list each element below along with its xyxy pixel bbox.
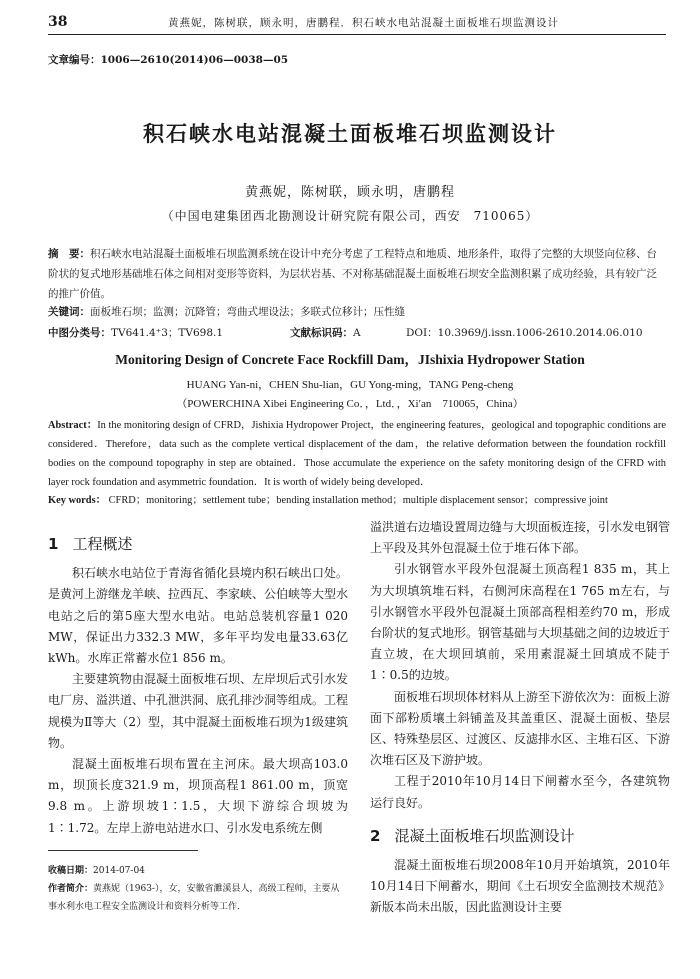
body-paragraph: 工程于2010年10月14日下闸蓄水至今，各建筑物运行良好。 (370, 774, 670, 810)
paper-title-cn: 积石峡水电站混凝土面板堆石坝监测设计 (143, 122, 557, 146)
abstract-en (48, 416, 666, 492)
abstract-cn-label: 摘 要： (48, 248, 90, 260)
affiliation-en: （POWERCHINA Xibei Engineering Co．，Ltd．，Xi′an 710065，China） (176, 398, 524, 410)
keywords-cn (48, 304, 666, 319)
section-2-number: 2 (370, 826, 381, 845)
paper-title-en: Monitoring Design of Concrete Face Rockfill Dam，JIshixia Hydropower Station (115, 352, 585, 367)
section-2-heading (370, 826, 670, 847)
continued-paragraph: 溢洪道右边墙设置周边缝与大坝面板连接，引水发电钢管上平段及其外包混凝土位于堆石体下部。 (370, 520, 671, 556)
clc-code (48, 325, 223, 340)
section-1-heading (48, 534, 348, 555)
author-bio-label: 作者简介： (48, 884, 94, 894)
keywords-en-text: CFRD；monitoring；settlement tube；bending installation method；multiple displacement sensor；compressive joint (108, 495, 608, 506)
running-header (48, 12, 666, 35)
affiliation-cn: （中国电建集团西北勘测设计研究院有限公司，西安 710065） (161, 209, 539, 223)
keywords-en-label: Key words： (48, 495, 107, 506)
doi: DOI：10.3969/j.issn.1006-2610.2014.06.010 (406, 327, 643, 339)
doc-label: 文献标识码： (290, 327, 353, 339)
received-value: 2014-07-04 (93, 866, 145, 876)
authors-cn: 黄燕妮，陈树联，顾永明，唐鹏程 (244, 185, 455, 200)
authors-en: HUANG Yan-ni，CHEN Shu-lian，GU Yong-ming，TANG Peng-cheng (186, 379, 514, 391)
keywords-cn-text: 面板堆石坝；监测；沉降管；弯曲式埋设法；多联式位移计；压性缝 (90, 306, 405, 318)
section-1-paragraph: 主要建筑物由混凝土面板堆石坝、左岸坝后式引水发电厂房、溢洪道、中孔泄洪洞、底孔排沙洞等组成。工程规模为Ⅱ等大（2）型，其中混凝土面板堆石坝为1级建筑物。 (48, 672, 349, 750)
section-1-paragraph: 混凝土面板堆石坝布置在主河床。最大坝高103.0 m，坝顶长度321.9 m，坝顶高程1 861.00 m，顶宽9.8 m。上游坝坡1∶1.5，大坝下游综合坝坡为1∶1.72。左岸上游电站进水口、引水发电系统左侧 (48, 757, 348, 835)
received-label: 收稿日期： (48, 866, 94, 876)
clc-value: TV641.4⁺3；TV698.1 (111, 327, 224, 339)
body-paragraph: 面板堆石坝坝体材料从上游至下游依次为：面板上游面下部粉质壤土斜铺盖及其盖重区、混凝土面板、垫层区、特殊垫层区、过渡区、反滤排水区、主堆石区、下游次堆石区及下游护坡。 (370, 689, 671, 768)
abstract-cn-text: 积石峡水电站混凝土面板堆石坝监测系统在设计中充分考虑了工程特点和地质、地形条件，取得了完整的大坝竖向位移、台阶状的复式地形基础堆石体之间相对变形等资料，为层状岩基、不对称基础混凝土面板堆石坝安全监测积累了成功经验，具有较广泛的推广价值。 (48, 248, 657, 300)
keywords-cn-label: 关键词： (48, 306, 90, 318)
section-1-number: 1 (48, 535, 59, 553)
author-bio (48, 880, 348, 916)
running-title: 黄燕妮，陈树联，顾永明，唐鹏程．积石峡水电站混凝土面板堆石坝监测设计 (168, 17, 559, 29)
abstract-en-text: In the monitoring design of CFRD，Jishixia Hydropower Project，the engineering features，geological and topographic conditions are considered．Therefore，data such as the complete vertical displacement of the dam，the relative deformation between the foundation rockfill bodies on the compound topography in step are obtained．Those accumulate the experience on the safety monitoring design of the CFRD with layer rock foundation and asymmetric foundation．It is worth of widely being developed． (48, 420, 666, 488)
section-1-title: 工程概述 (72, 535, 133, 553)
section-1-paragraph: 积石峡水电站位于青海省循化县境内积石峡出口处。是黄河上游继龙羊峡、拉西瓦、李家峡、公伯峡等大型水电站之后的第5座大型水电站。电站总装机容量1 020 MW，保证出力332.3 MW，多年平均发电量33.63亿kWh。水库正常蓄水位1 856 m。 (48, 566, 349, 666)
abstract-en-label: Abstract： (48, 420, 98, 431)
section-2-paragraph: 混凝土面板堆石坝2008年10月开始填筑，2010年10月14日下闸蓄水，期间《土石坝安全监测技术规范》新版本尚未出版，因此监测设计主要 (370, 858, 670, 915)
body-paragraph: 引水钢管水平段外包混凝土顶高程1 835 m，其上为大坝填筑堆石料，右侧河床高程在1 765 m左右，与引水钢管水平段外包混凝土顶部高程相差约70 m，形成台阶状的复式地形。钢管基础与大坝基础之间的边坡近于直立坡，在大坝回填前，采用素混凝土回填成不陡于1∶0.5的边坡。 (370, 562, 671, 683)
right-column (370, 517, 670, 919)
footnote-divider (48, 850, 198, 851)
received-date (48, 862, 348, 880)
clc-label: 中图分类号： (48, 327, 111, 339)
author-bio-value: 黄燕妮（1963-），女，安徽省濉溪县人，高级工程师，主要从事水利水电工程安全监测设计和资料分析等工作． (48, 884, 340, 912)
doc-value: A (353, 327, 361, 339)
footnote (48, 862, 348, 916)
abstract-cn (48, 244, 666, 304)
keywords-en (48, 491, 666, 506)
article-number: 文章编号：1006—2610(2014)06—0038—05 (48, 54, 289, 66)
document-code (290, 325, 361, 340)
left-column (48, 528, 348, 839)
page-number: 38 (48, 14, 68, 30)
section-2-title: 混凝土面板堆石坝监测设计 (394, 826, 575, 845)
